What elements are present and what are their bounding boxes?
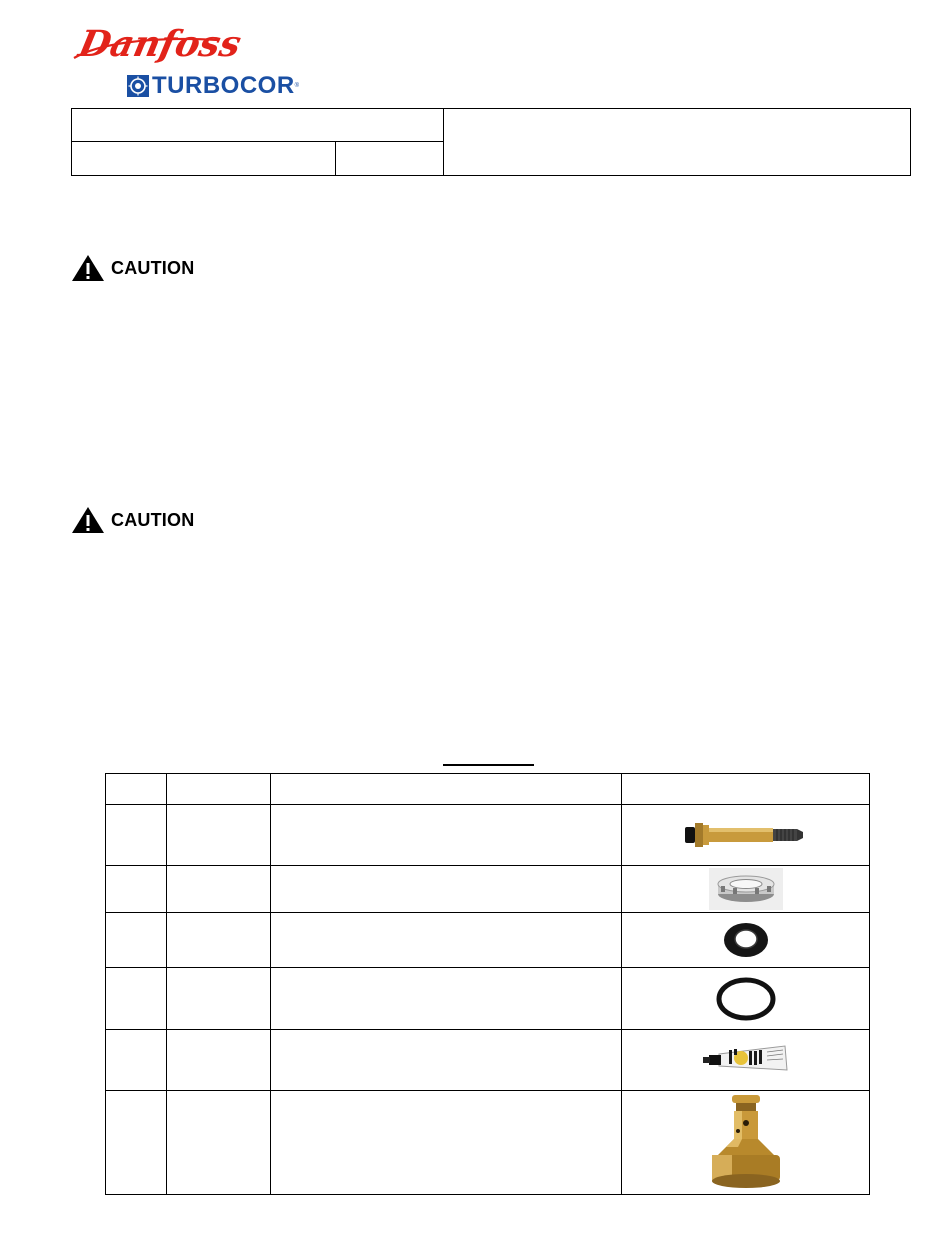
turbocor-emblem-icon [127,75,149,97]
item-cell [106,968,167,1030]
caution-label: CAUTION [111,257,195,278]
caution-notice-1 [71,254,194,282]
svg-text:Danfoss: Danfoss [75,22,245,65]
turbocor-logo [127,66,299,106]
brass-valve-body-icon [708,1093,784,1193]
parts-table-title-underline [443,764,534,766]
description-cell [271,968,622,1030]
image-cell [622,1091,870,1195]
table-header-row [106,774,870,805]
table-row [106,913,870,968]
header-cell-subject [444,109,911,176]
table-row [106,805,870,866]
warning-triangle-icon [71,506,105,534]
item-cell [106,805,167,866]
document-header-table [71,108,911,176]
table-row [106,1091,870,1195]
header-cell-revision [336,142,444,176]
trademark-symbol: ® [294,83,300,89]
header-cell-document-number [72,142,336,176]
part-number-cell [167,805,271,866]
item-cell [106,913,167,968]
valve-stem-icon [681,815,811,855]
parts-table [105,773,870,1195]
column-header-description [271,774,622,805]
image-cell [622,866,870,913]
description-cell [271,805,622,866]
item-cell [106,1091,167,1195]
super-lube-tube-icon [701,1040,791,1080]
description-cell [271,866,622,913]
part-number-cell [167,968,271,1030]
lock-nut-icon [709,868,783,910]
table-row [106,1030,870,1091]
part-number-cell [167,866,271,913]
image-cell [622,913,870,968]
part-number-cell [167,1091,271,1195]
description-cell [271,913,622,968]
item-cell [106,866,167,913]
item-cell [106,1030,167,1091]
seal-ring-icon [721,920,771,960]
column-header-image [622,774,870,805]
image-cell [622,1030,870,1091]
column-header-part-number [167,774,271,805]
caution-label: CAUTION [111,509,195,530]
image-cell [622,805,870,866]
column-header-item [106,774,167,805]
warning-triangle-icon [71,254,105,282]
description-cell [271,1030,622,1091]
image-cell [622,968,870,1030]
table-row [106,866,870,913]
turbocor-wordmark: TURBOCOR [152,72,295,99]
table-row [106,968,870,1030]
description-cell [271,1091,622,1195]
header-cell-document-title [72,109,444,142]
part-number-cell [167,913,271,968]
part-number-cell [167,1030,271,1091]
o-ring-icon [715,976,777,1022]
caution-notice-2 [71,506,194,534]
